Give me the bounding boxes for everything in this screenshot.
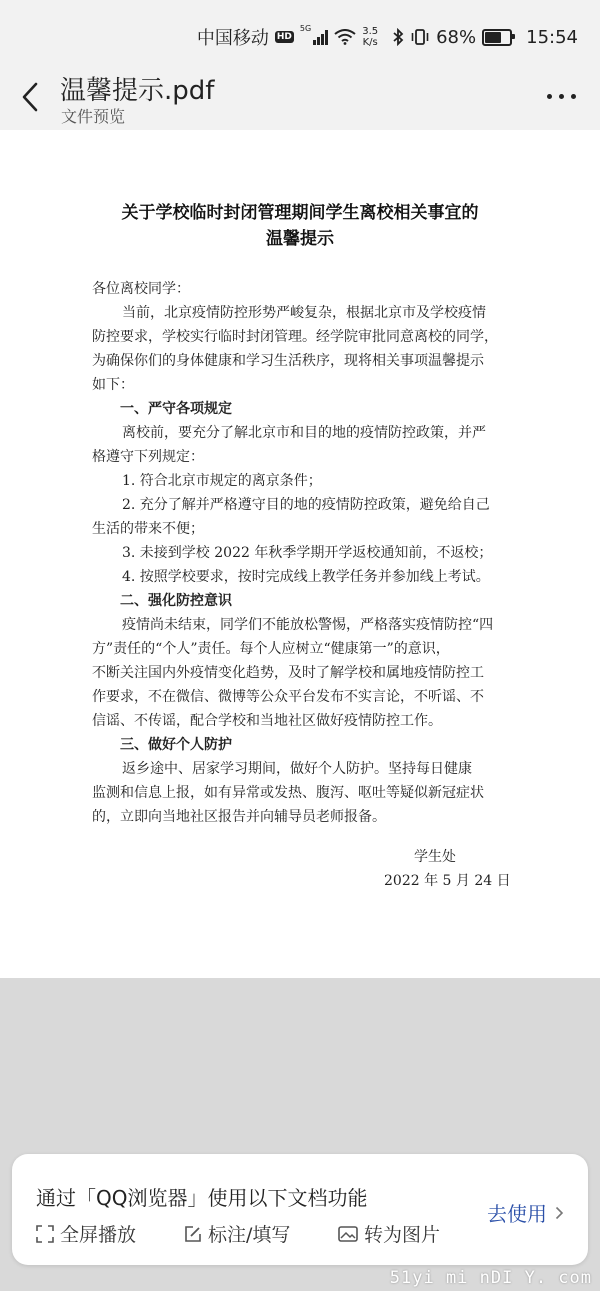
fullscreen-label: 全屏播放: [60, 1224, 137, 1246]
file-subtitle: 文件预览: [61, 107, 126, 126]
net-speed: [362, 26, 378, 48]
signal-icon: [313, 29, 328, 45]
doc-line: 1. 符合北京市规定的离京条件；: [122, 473, 322, 489]
doc-line: 4. 按照学校要求，按时完成线上教学任务并参加线上考试。: [122, 569, 490, 585]
wifi-icon: [334, 29, 356, 45]
network-type: 5G: [299, 24, 312, 33]
doc-line: 离校前，要充分了解北京市和目的地的疫情防控政策，并严: [122, 425, 486, 441]
doc-line: 3. 未接到学校 2022 年秋季学期开学返校通知前，不返校；: [122, 545, 493, 561]
fullscreen-feature[interactable]: [36, 1220, 136, 1247]
doc-line: 防控要求，学校实行临时封闭管理。经学院审批同意离校的同学，: [92, 329, 498, 345]
annotate-label: 标注/填写: [208, 1224, 291, 1246]
doc-line: 2. 充分了解并严格遵守目的地的疫情防控政策，避免给自己: [122, 497, 490, 513]
pdf-page: [0, 130, 600, 978]
app-header: [0, 62, 600, 130]
go-use-button[interactable]: [487, 1198, 564, 1227]
annotate-feature[interactable]: [184, 1220, 290, 1247]
to-image-label: 转为图片: [364, 1224, 441, 1246]
battery-icon: [482, 29, 512, 46]
go-use-label: 去使用: [487, 1202, 547, 1226]
net-speed-unit: K/s: [362, 37, 378, 48]
bluetooth-icon: [392, 28, 404, 46]
doc-title-line1: 关于学校临时封闭管理期间学生离校相关事宜的: [121, 203, 479, 223]
doc-line: 信谣、不传谣，配合学校和当地社区做好疫情防控工作。: [92, 713, 442, 729]
doc-line: 疫情尚未结束，同学们不能放松警惕，严格落实疫情防控“四: [122, 617, 494, 633]
to-image-feature[interactable]: [338, 1220, 440, 1247]
image-icon: [338, 1226, 358, 1242]
doc-line: 返乡途中、居家学习期间，做好个人防护。坚持每日健康: [122, 761, 472, 777]
edit-icon: [184, 1225, 202, 1243]
net-speed-value: 3.5: [362, 26, 379, 37]
chevron-right-icon: [555, 1206, 564, 1220]
doc-line: 不断关注国内外疫情变化趋势，及时了解学校和属地疫情防控工: [92, 665, 484, 681]
doc-line: 如下：: [92, 377, 134, 393]
hd-badge: HD: [276, 32, 292, 42]
doc-line: 为确保你们的身体健康和学习生活秩序，现将相关事项温馨提示: [92, 353, 484, 369]
doc-line: 作要求，不在微信、微博等公众平台发布不实言论，不听谣、不: [92, 689, 484, 705]
doc-line: 监测和信息上报，如有异常或发热、腹泻、呕吐等疑似新冠症状: [92, 785, 484, 801]
promo-title: 通过「QQ浏览器」使用以下文档功能: [36, 1186, 368, 1210]
section-heading: 二、强化防控意识: [120, 593, 232, 609]
doc-date: 2022 年 5 月 24 日: [384, 873, 511, 889]
doc-signature: 学生处: [414, 849, 456, 865]
carrier-label: 中国移动: [196, 28, 269, 49]
file-title: 温馨提示.pdf: [60, 76, 215, 106]
doc-line: 的，立即向当地社区报告并向辅导员老师报备。: [92, 809, 386, 825]
doc-line: 当前，北京疫情防控形势严峻复杂，根据北京市及学校疫情: [122, 305, 486, 321]
doc-line: 方”责任的“个人”责任。每个人应树立“健康第一”的意识，: [92, 641, 450, 657]
back-arrow-icon[interactable]: [18, 80, 42, 114]
battery-percent: 68%: [436, 26, 477, 48]
doc-greeting: 各位离校同学：: [92, 281, 190, 297]
vibrate-icon: [410, 29, 430, 45]
fullscreen-icon: [36, 1225, 54, 1243]
section-heading: 三、做好个人防护: [120, 737, 232, 753]
doc-title-line2: 温馨提示: [266, 229, 334, 249]
doc-line: 格遵守下列规定：: [92, 449, 204, 465]
watermark: 51yi mi nDI Y. com: [389, 1268, 592, 1288]
qq-browser-promo-card[interactable]: [12, 1154, 588, 1265]
section-heading: 一、严守各项规定: [120, 401, 232, 417]
doc-line: 生活的带来不便；: [92, 521, 204, 537]
clock: 15:54: [526, 26, 578, 48]
more-options-icon[interactable]: [547, 94, 576, 99]
